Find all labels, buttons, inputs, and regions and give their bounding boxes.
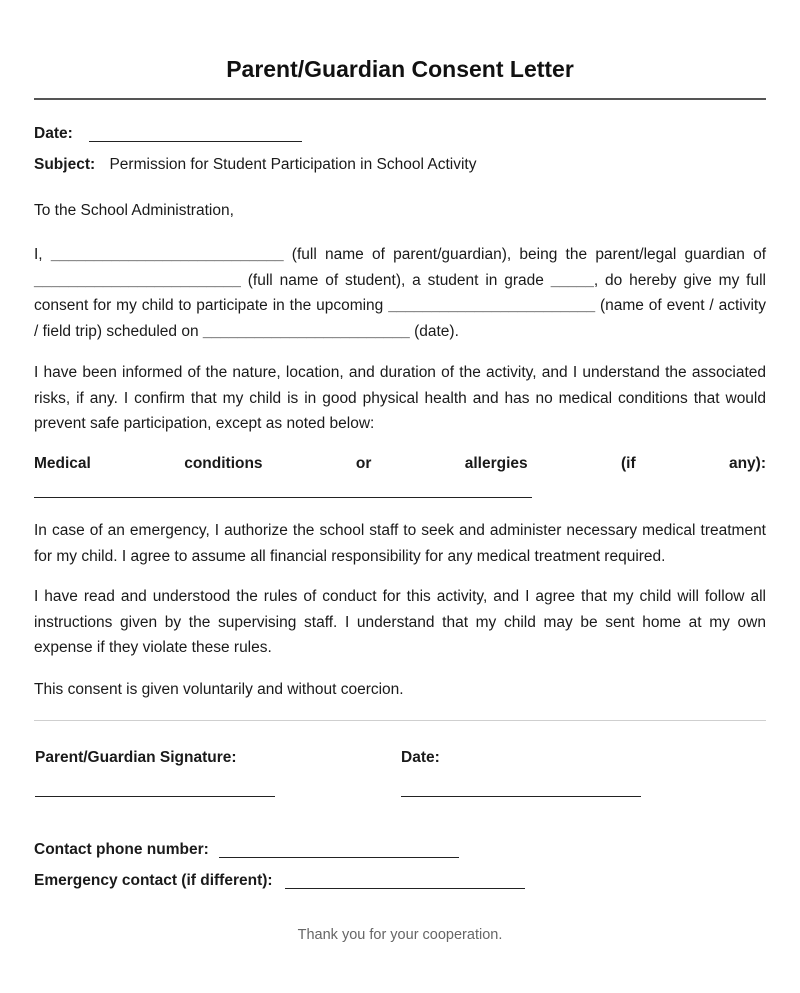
rules-paragraph: I have read and understood the rules of conduct for this activity, and I agree that my child will follow all instructions given by the supervising staff. I understand that my child may be sent home at my own expense if they violate these rules. [34,588,766,656]
p1-text-2: (full name of student), a student in grade [240,271,551,289]
subject-row [34,156,476,174]
voluntary-statement: This consent is given voluntarily and without coercion. [34,681,404,698]
student-name-field[interactable]: ________________________ [34,271,241,289]
p1-text-3: , do hereby give my full consent for my child to participate in the upcoming [34,271,766,314]
page-title: Parent/Guardian Consent Letter [226,56,574,82]
grade-field[interactable]: _____ [550,271,594,289]
medical-label: Medical conditions or allergies (if any): [34,455,766,472]
subject-label: Subject: [34,156,96,173]
consent-paragraph [34,242,766,344]
contact-phone-field[interactable] [219,857,459,858]
emergency-contact-label: Emergency contact (if different): [34,872,273,889]
p1-text-i: I, [34,246,51,263]
subject-text: Permission for Student Participation in School Activity [109,156,477,173]
p1-text-5: (date). [409,322,459,340]
salutation: To the School Administration, [34,202,234,219]
signature-date-label: Date: [401,749,440,766]
signature-label: Parent/Guardian Signature: [35,749,237,766]
signature-field[interactable] [35,796,275,797]
emergency-paragraph: In case of an emergency, I authorize the school staff to seek and administer necessary medical treatment for my child. I agree to assume all financial responsibility for any medical treatment required. [34,522,766,565]
date-label: Date: [34,125,73,142]
date-field[interactable] [89,141,302,142]
section-divider [34,720,766,721]
event-date-field[interactable]: ________________________ [202,322,410,340]
emergency-contact-field[interactable] [285,888,525,889]
medical-conditions-field[interactable] [34,497,532,498]
date-row [34,125,73,143]
risk-paragraph: I have been informed of the nature, location, and duration of the activity, and I understand the associated risks, if any. I confirm that my child is in good physical health and has no medical conditions that would prevent safe participation, except as noted below: [34,364,766,432]
event-name-field[interactable]: ________________________ [388,297,596,314]
contact-phone-label: Contact phone number: [34,841,209,858]
signature-date-field[interactable] [401,796,641,797]
title-divider [34,98,766,100]
p1-text-4: (name of event / activity / field trip) scheduled on [34,297,766,340]
footer-note: Thank you for your cooperation. [297,927,503,943]
parent-name-field[interactable]: ___________________________ [50,246,284,263]
p1-text-1: (full name of parent/guardian), being the parent/legal guardian of [283,246,767,263]
